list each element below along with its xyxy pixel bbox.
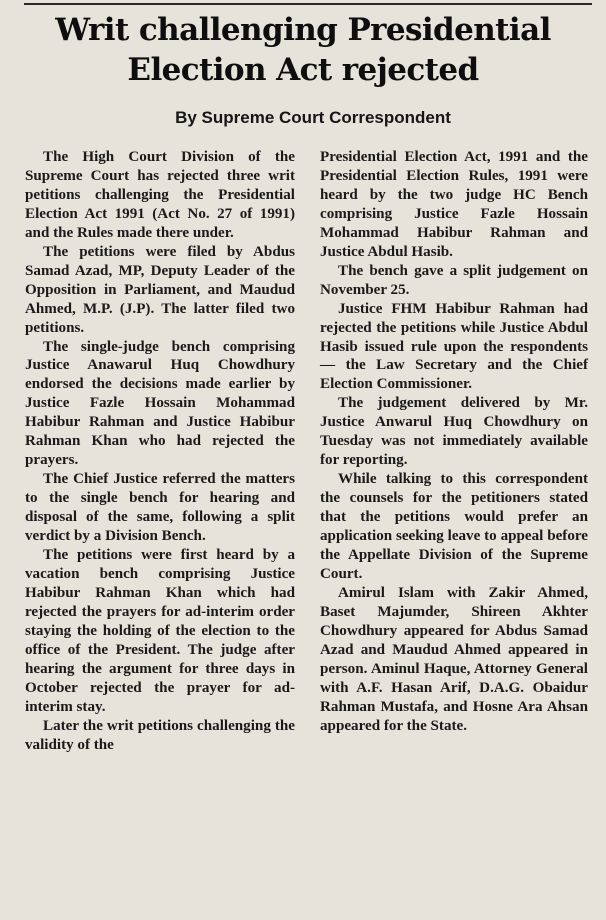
- paragraph: The petitions were filed by Abdus Samad Azad, MP, Deputy Leader of the Opposition in Parliament, and Maudud Ahmed, M.P. (J.P). The latter filed two petitions.: [25, 243, 295, 336]
- paragraph: The judgement delivered by Mr. Justice Anwarul Huq Chowdhury on Tuesday was not immediately available for reporting.: [320, 395, 588, 469]
- paragraph: The bench gave a split judgement on November 25.: [320, 262, 588, 298]
- top-rule: [24, 3, 592, 5]
- paragraph: The High Court Division of the Supreme Court has rejected three writ petitions challenging the Presidential Election Act 1991 (Act No. 27 of 1991) and the Rules made there under.: [25, 149, 295, 241]
- headline: Writ challenging Presidential Election Act rejected: [55, 12, 551, 88]
- right-column: [320, 148, 588, 736]
- byline: By Supreme Court Correspondent: [175, 108, 451, 127]
- paragraph: The Chief Justice referred the matters to the single bench for hearing and disposal of the same, following a split verdict by a Division Bench.: [25, 471, 295, 545]
- paragraph: Amirul Islam with Zakir Ahmed, Baset Majumder, Shireen Akhter Chowdhury appeared for Abdus Samad Azad and Maudud Ahmed appeared in person. Aminul Haque, Attorney General with A.F. Hasan Arif, D.A.G. Obaidur Rahman Mustafa, and Hosne Ara Ahsan appeared for the State.: [320, 584, 588, 734]
- paragraph: Justice FHM Habibur Rahman had rejected the petitions while Justice Abdul Hasib issued rule upon the respondents — the Law Secretary and the Chief Election Commissioner.: [320, 300, 588, 393]
- left-column: [25, 148, 295, 755]
- paragraph: While talking to this correspondent the counsels for the petitioners stated that the petitions would prefer an application seeking leave to appeal before the Appellate Division of the Supreme Court.: [320, 471, 588, 582]
- paragraph: The petitions were first heard by a vacation bench comprising Justice Habibur Rahman Khan which had rejected the prayers for ad-interim order staying the holding of the election to the office of the President. The judge after hearing the argument for three days in October rejected the prayer for ad-interim stay.: [25, 547, 295, 715]
- paragraph: Later the writ petitions challenging the validity of the: [25, 717, 295, 753]
- paragraph: Presidential Election Act, 1991 and the Presidential Election Rules, 1991 were heard by the two judge HC Bench comprising Justice Fazle Hossain Mohammad Habibur Rahman and Justice Abdul Hasib.: [320, 149, 588, 260]
- paragraph: The single-judge bench comprising Justice Anawarul Huq Chowdhury endorsed the decisions made earlier by Justice Fazle Hossain Mohammad Habibur Rahman and Justice Habibur Rahman Khan who had rejected the prayers.: [25, 338, 295, 469]
